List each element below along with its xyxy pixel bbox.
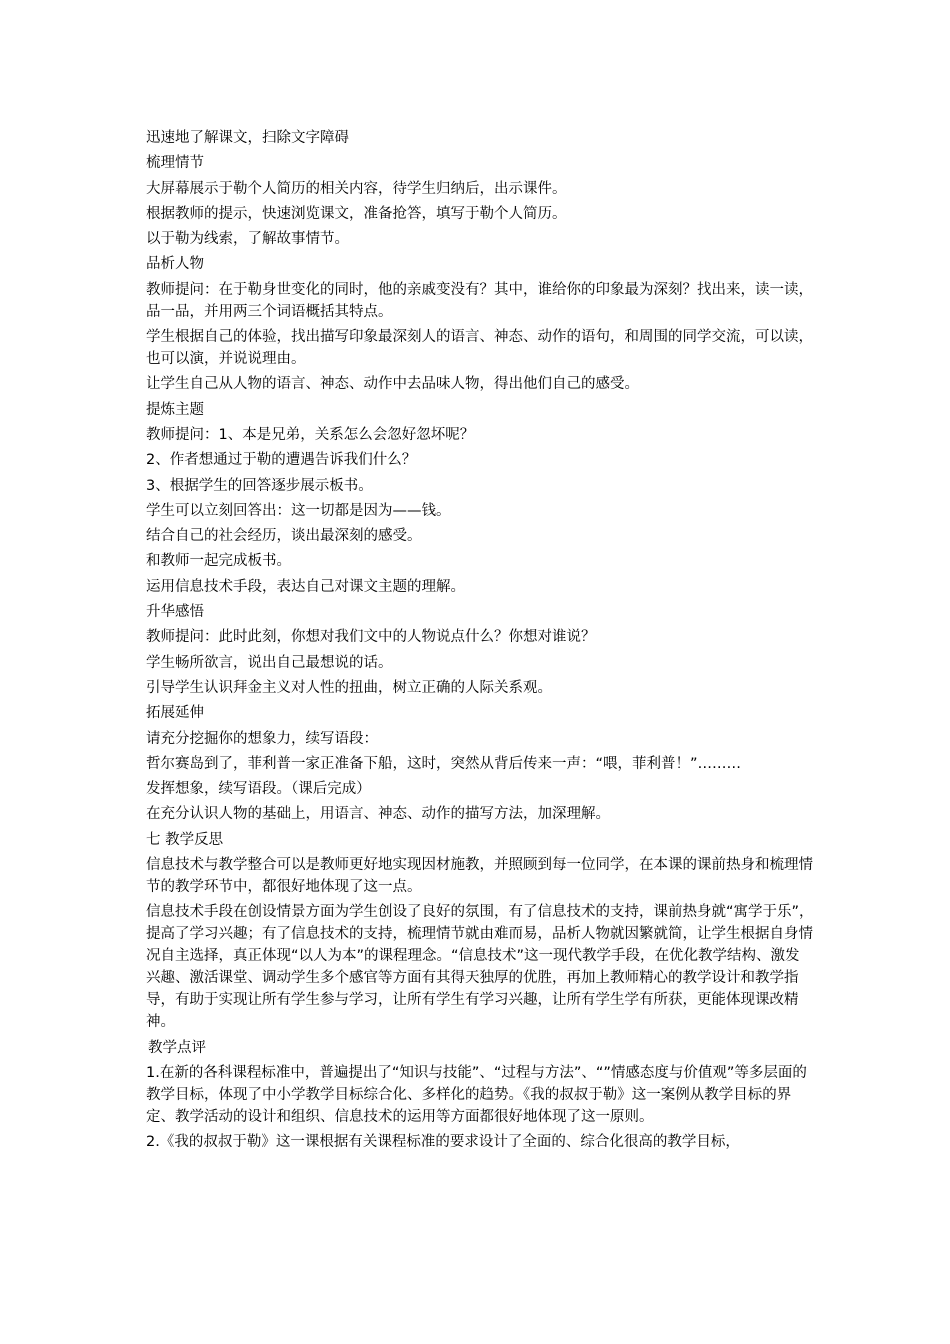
heading-extension: 拓展延伸 [146,705,204,722]
paragraph: 信息技术与教学整合可以是教师更好地实现因材施教，并照顾到每一位同学，在本课的课前热身和梳理情节的教学环节中，都很好地体现了这一点。 [146,857,813,896]
paragraph: 教师提问：1、本是兄弟，关系怎么会忽好忽坏呢？ [146,426,475,443]
heading-characters: 品析人物 [146,256,204,273]
heading-plot: 梳理情节 [146,155,204,172]
paragraph: 大屏幕展示于勒个人简历的相关内容，待学生归纳后，出示课件。 [146,180,567,197]
paragraph: 运用信息技术手段，表达自己对课文主题的理解。 [146,578,465,595]
paragraph: 学生畅所欲言，说出自己最想说的话。 [146,654,393,671]
paragraph: 请充分挖掘你的想象力，续写语段： [146,730,378,747]
document-page [146,127,814,1157]
paragraph: 3、根据学生的回答逐步展示板书。 [146,477,373,494]
paragraph: 2.《我的叔叔于勒》这一课根据有关课程标准的要求设计了全面的、综合化很高的教学目标， [146,1134,740,1151]
paragraph: 哲尔赛岛到了，菲利普一家正准备下船，这时，突然从背后传来一声：“喂，菲利普！”……… [146,755,742,772]
paragraph: 信息技术手段在创设情景方面为学生创设了良好的氛围，有了信息技术的支持，课前热身就“寓学于乐”，提高了学习兴趣；有了信息技术的支持，梳理情节就由难而易，品析人物就因繁就简，让学生根据自身情况自主选择，真正体现“以人为本”的课程理念。“信息技术”这一现代教学手段，在优化教学结构、激发兴趣、激活课堂、调动学生多个感官等方面有其得天独厚的优胜，再加上教师精心的教学设计和教学指导，有助于实现让所有学生参与学习，让所有学生有学习兴趣，让所有学生学有所获，更能体现课改精神。 [146,904,814,1031]
paragraph: 教师提问：在于勒身世变化的同时，他的亲戚变没有？其中，谁给你的印象最为深刻？找出来，读一读，品一品，并用两三个词语概括其特点。 [146,281,813,320]
heading-review: 教学点评 [148,1039,206,1056]
heading-reflection: 七 教学反思 [146,831,224,848]
line-intro: 迅速地了解课文，扫除文字障碍 [146,130,349,146]
paragraph: 以于勒为线索，了解故事情节。 [146,231,349,248]
paragraph: 根据教师的提示，快速浏览课文，准备抢答，填写于勒个人简历。 [146,205,567,222]
paragraph: 让学生自己从人物的语言、神态、动作中去品味人物，得出他们自己的感受。 [146,376,639,393]
paragraph: 结合自己的社会经历，谈出最深刻的感受。 [146,528,422,545]
paragraph: 发挥想象，续写语段。（课后完成） [146,781,371,798]
paragraph: 2、作者想通过于勒的遭遇告诉我们什么？ [146,452,417,469]
paragraph: 教师提问：此时此刻，你想对我们文中的人物说点什么？你想对谁说？ [146,629,596,646]
paragraph: 在充分认识人物的基础上，用语言、神态、动作的描写方法，加深理解。 [146,806,610,823]
heading-sublimation: 升华感悟 [146,604,204,621]
heading-theme: 提炼主题 [146,401,204,418]
paragraph: 引导学生认识拜金主义对人性的扭曲，树立正确的人际关系观。 [146,679,552,696]
paragraph: 1.在新的各科课程标准中，普遍提出了“知识与技能”、“过程与方法”、“”情感态度与价值观”等多层面的教学目标，体现了中小学教学目标综合化、多样化的趋势。《我的叔叔于勒》这一案例从教学目标的界定、教学活动的设计和组织、信息技术的运用等方面都很好地体现了这一原则。 [146,1064,807,1125]
paragraph: 学生可以立刻回答出：这一切都是因为——钱。 [146,502,451,519]
paragraph: 学生根据自己的体验，找出描写印象最深刻人的语言、神态、动作的语句，和周围的同学交流，可以读，也可以演，并说说理由。 [146,329,813,368]
paragraph: 和教师一起完成板书。 [146,553,291,570]
